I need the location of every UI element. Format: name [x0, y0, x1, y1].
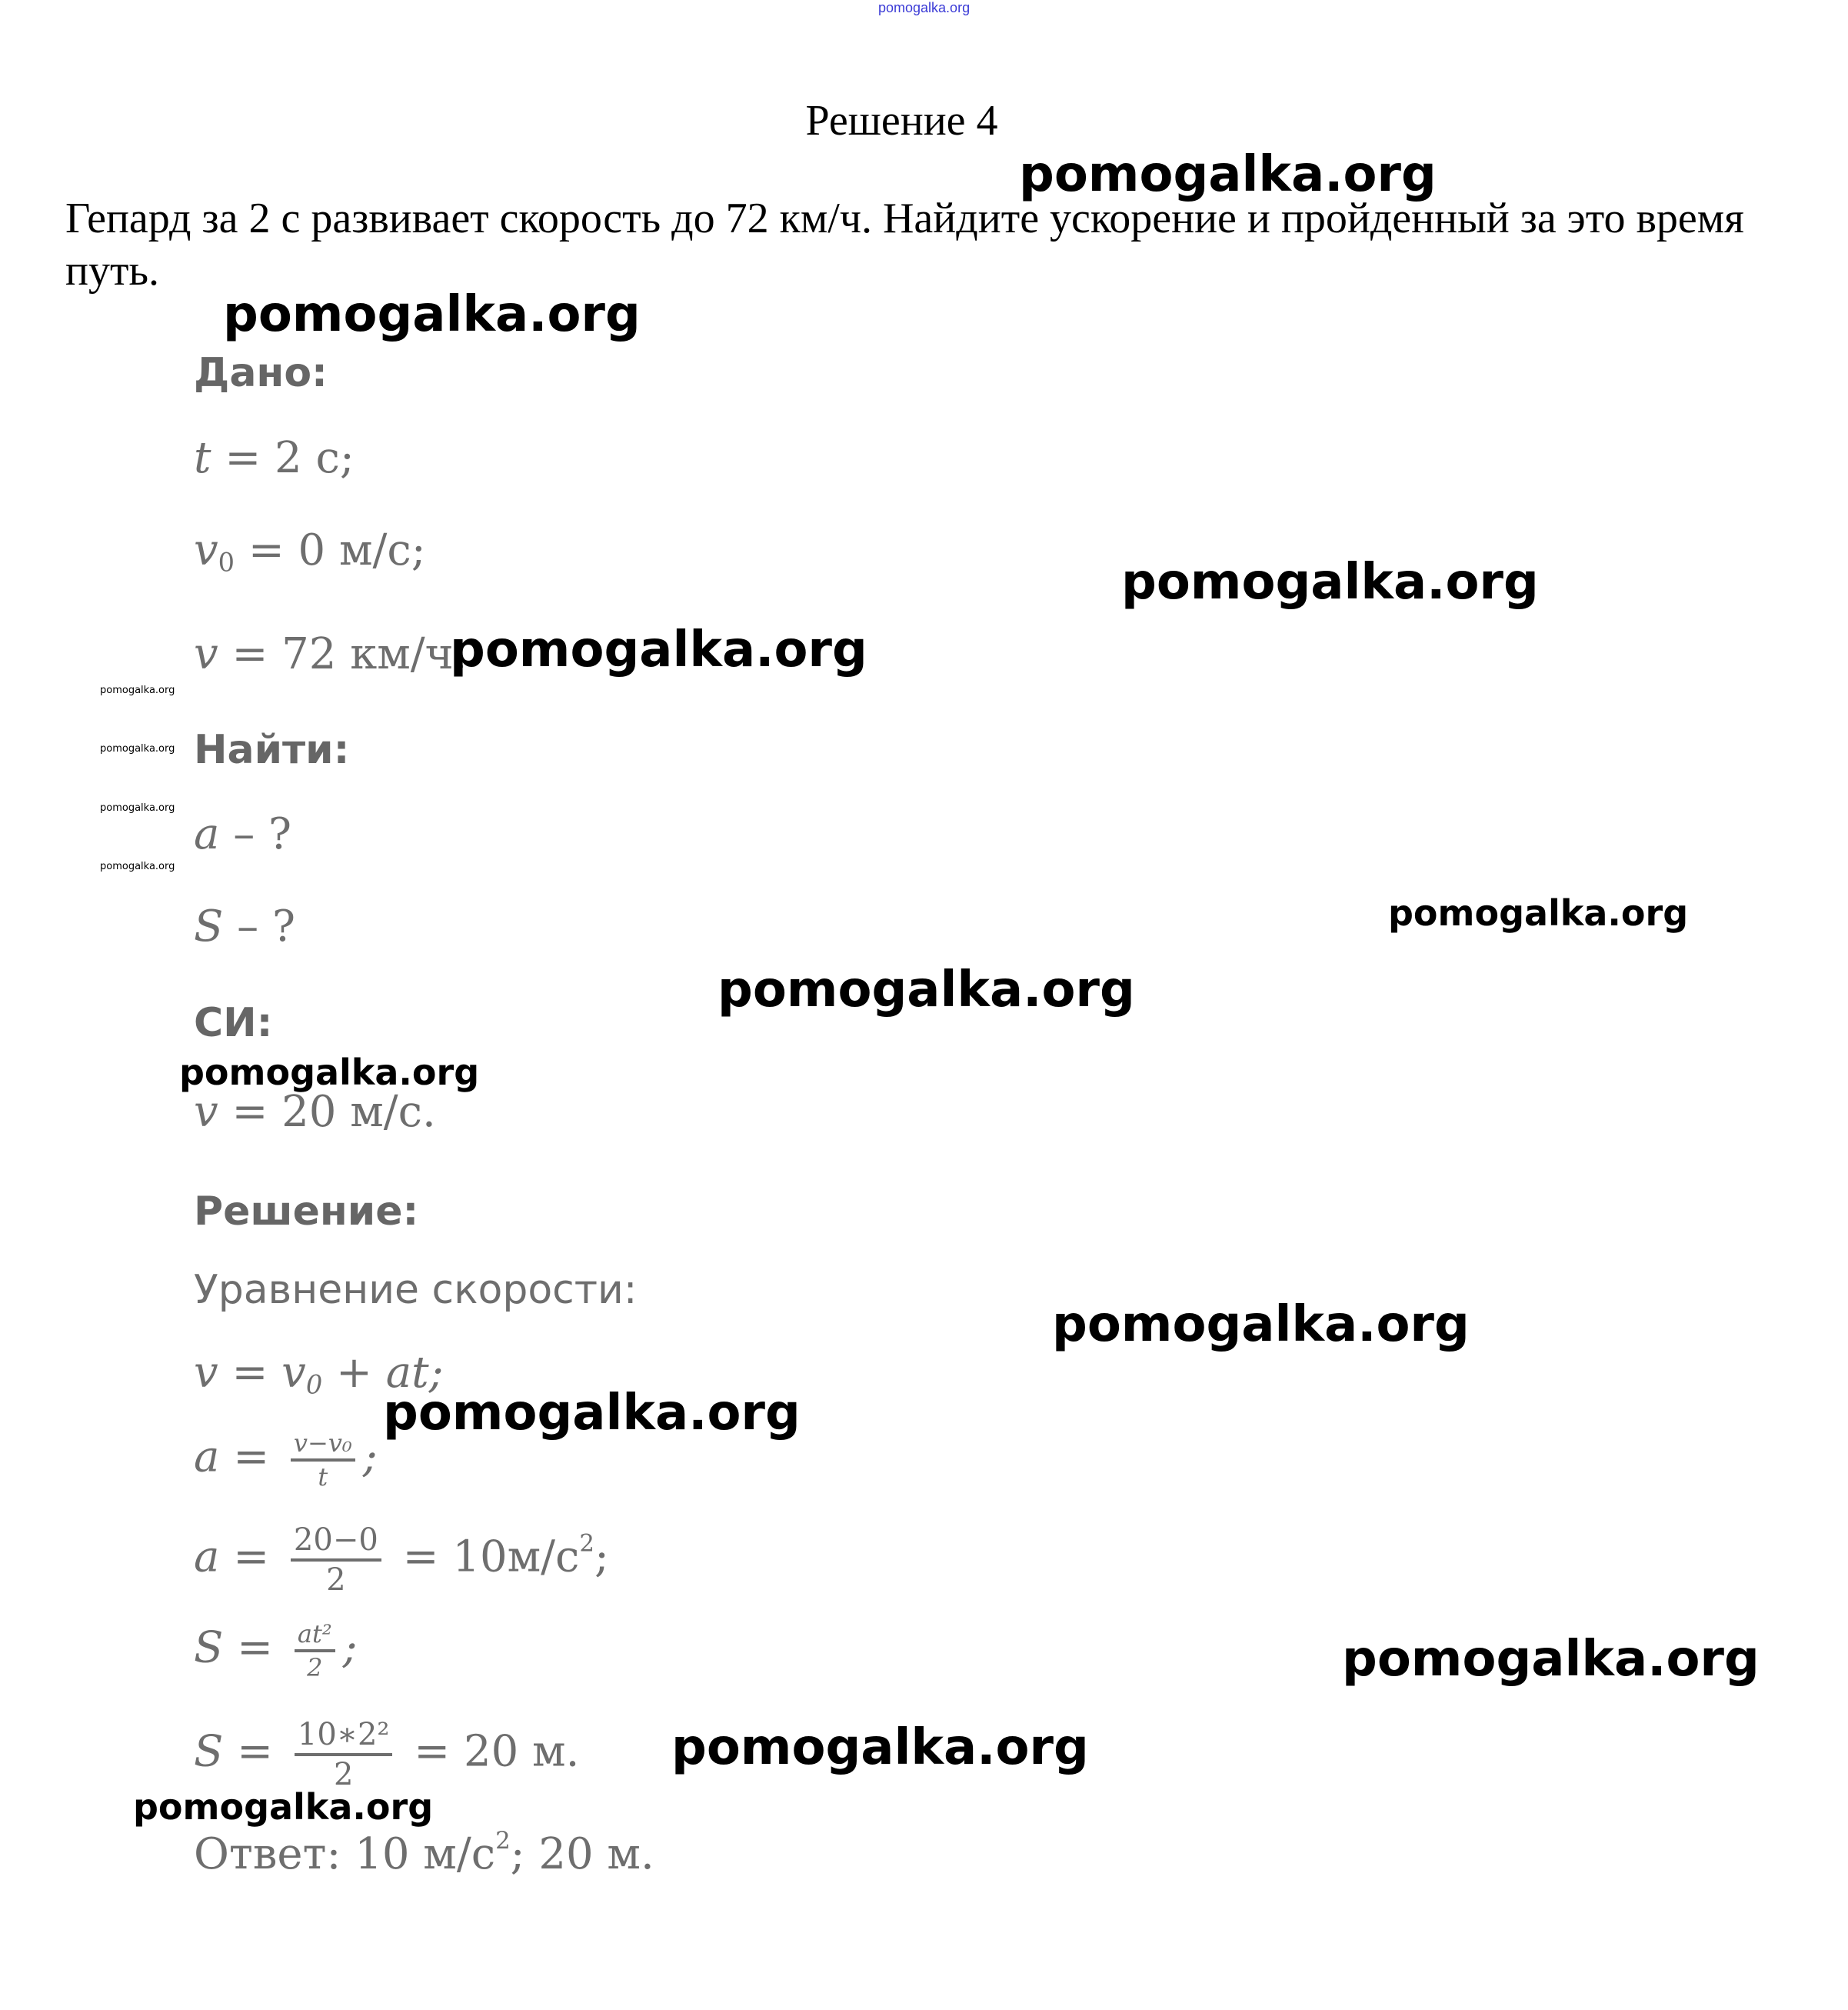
page-title: Решение 4 [805, 97, 998, 145]
eq4-fraction [295, 1619, 335, 1682]
watermark: pomogalka.org [100, 861, 175, 872]
eq2-numerator: v−v₀ [291, 1431, 355, 1462]
si-var-v: v [194, 1087, 218, 1137]
given-v0 [194, 525, 426, 577]
watermark: pomogalka.org [1019, 146, 1437, 203]
given-t [194, 433, 355, 483]
var-v0: v [194, 525, 218, 575]
watermark: pomogalka.org [1121, 554, 1539, 611]
find-label: Найти: [194, 727, 350, 773]
eq2-denominator: t [318, 1462, 328, 1492]
si-v-value: = 20 м/с. [218, 1087, 436, 1137]
eq3-rhs: = 10м/с [388, 1532, 580, 1582]
watermark: pomogalka.org [1052, 1296, 1470, 1353]
watermark: pomogalka.org [179, 1052, 480, 1093]
eq1-eq: = [218, 1348, 282, 1398]
watermark: pomogalka.org [1342, 1631, 1760, 1688]
var-v0-sub: 0 [218, 547, 235, 578]
watermark: pomogalka.org [223, 286, 641, 343]
eq5-fraction [295, 1719, 393, 1790]
eq4-lhs: S = [194, 1622, 287, 1673]
find-s [194, 902, 295, 952]
watermark: pomogalka.org [1388, 892, 1689, 934]
answer [194, 1827, 654, 1879]
eq1-rest: + at; [322, 1348, 444, 1398]
watermark: pomogalka.org [100, 685, 175, 696]
eq3-fraction [291, 1522, 381, 1598]
eq5-numerator: 10∗2² [295, 1719, 393, 1756]
eq5-denominator: 2 [333, 1757, 354, 1792]
find-a [194, 809, 291, 859]
var-s: S [194, 902, 224, 952]
eq-distance-formula [194, 1619, 358, 1682]
problem-statement: Гепард за 2 с развивает скорость до 72 км/ч. Найдите ускорение и пройденный за это время путь. [65, 195, 1744, 295]
var-v: v [194, 629, 218, 679]
answer-text: Ответ: 10 м/с [194, 1829, 496, 1880]
watermark: pomogalka.org [671, 1719, 1089, 1776]
eq1-v0: v [281, 1348, 306, 1398]
eq3-end: ; [594, 1532, 609, 1582]
header-link[interactable]: pomogalka.org [878, 0, 971, 15]
watermark: pomogalka.org [133, 1786, 434, 1828]
eq2-end: ; [362, 1432, 378, 1482]
eq1-v0-sub: 0 [305, 1369, 323, 1400]
given-v0-value: = 0 м/с; [235, 525, 426, 575]
given-label: Дано: [194, 350, 328, 396]
eq5-lhs: S = [194, 1726, 287, 1777]
eq3-lhs: a = [194, 1532, 283, 1582]
find-s-rest: – ? [223, 902, 295, 952]
eq3-denominator: 2 [326, 1562, 346, 1598]
eq5-rhs: = 20 м. [400, 1726, 580, 1777]
find-a-rest: – ? [219, 809, 292, 859]
eq-distance-value [194, 1719, 579, 1790]
given-v-value: = 72 км/ч. [218, 629, 468, 679]
watermark: pomogalka.org [100, 743, 175, 755]
si-v [194, 1087, 436, 1137]
watermark: pomogalka.org [100, 802, 175, 814]
eq-accel-value [194, 1522, 609, 1598]
var-t: t [194, 433, 211, 483]
eq2-lhs: a = [194, 1432, 283, 1482]
eq4-denominator: 2 [307, 1653, 323, 1682]
velocity-eq-label: Уравнение скорости: [194, 1267, 638, 1313]
si-label: СИ: [194, 1000, 273, 1046]
eq1-v: v [194, 1348, 218, 1398]
eq4-numerator: at² [295, 1622, 335, 1652]
eq2-fraction [291, 1428, 355, 1492]
answer-end: ; 20 м. [510, 1829, 654, 1880]
eq3-sup: 2 [579, 1529, 594, 1558]
watermark: pomogalka.org [718, 962, 1135, 1018]
var-a: a [194, 809, 220, 859]
eq-accel-formula [194, 1428, 378, 1492]
watermark: pomogalka.org [383, 1385, 801, 1442]
answer-sup: 2 [495, 1827, 511, 1855]
eq4-end: ; [342, 1622, 358, 1673]
given-t-value: = 2 с; [211, 433, 355, 483]
solution-label: Решение: [194, 1188, 419, 1235]
watermark: pomogalka.org [450, 622, 867, 678]
eq3-numerator: 20−0 [291, 1525, 381, 1562]
given-v [194, 629, 467, 679]
